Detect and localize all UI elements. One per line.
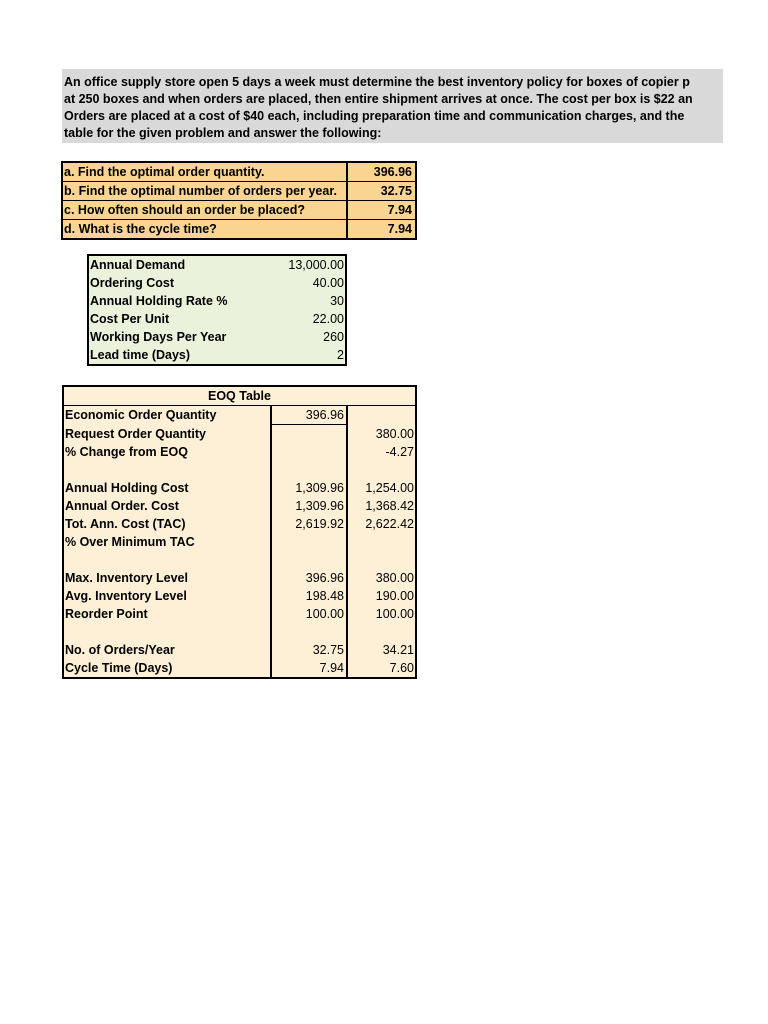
- input-row: [88, 255, 346, 274]
- eoq-row: [63, 587, 416, 605]
- eoq-label[interactable]: [63, 623, 271, 641]
- eoq-row: [63, 406, 416, 425]
- eoq-value-optimal[interactable]: 2,619.92: [271, 515, 347, 533]
- problem-line: table for the given problem and answer the following:: [64, 126, 382, 140]
- input-value[interactable]: 2: [337, 348, 344, 362]
- eoq-value-optimal[interactable]: [271, 551, 347, 569]
- input-label[interactable]: Annual Demand: [90, 258, 186, 272]
- eoq-row: [63, 515, 416, 533]
- eoq-value-requested[interactable]: 100.00: [375, 606, 414, 621]
- eoq-row: [63, 425, 416, 443]
- eoq-value-optimal[interactable]: [271, 533, 347, 551]
- eoq-label[interactable]: % Change from EOQ: [63, 443, 271, 461]
- eoq-value-requested[interactable]: [347, 623, 416, 641]
- eoq-value-optimal[interactable]: [271, 443, 347, 461]
- problem-line: An office supply store open 5 days a week must determine the best inventory policy for boxes of copier p: [64, 75, 690, 89]
- eoq-row: [63, 641, 416, 659]
- eoq-value-optimal[interactable]: 1,309.96: [271, 497, 347, 515]
- eoq-table: [62, 385, 417, 679]
- input-value[interactable]: 22.00: [312, 312, 344, 326]
- eoq-value-optimal[interactable]: [271, 461, 347, 479]
- eoq-value-optimal[interactable]: 198.48: [271, 587, 347, 605]
- eoq-row: [63, 659, 416, 678]
- input-label[interactable]: Cost Per Unit: [90, 312, 170, 326]
- eoq-value-requested[interactable]: -4.27: [385, 444, 414, 459]
- eoq-value-requested[interactable]: [347, 551, 416, 569]
- input-label[interactable]: Working Days Per Year: [90, 330, 227, 344]
- eoq-row: [63, 605, 416, 623]
- eoq-label[interactable]: Reorder Point: [63, 605, 271, 623]
- question-row: [62, 201, 416, 220]
- eoq-value-requested[interactable]: [347, 461, 416, 479]
- eoq-row: [63, 461, 416, 479]
- input-label[interactable]: Ordering Cost: [90, 276, 175, 290]
- eoq-value-requested[interactable]: 1,254.00: [365, 480, 414, 495]
- eoq-value-requested[interactable]: 190.00: [375, 588, 414, 603]
- question-text[interactable]: d. What is the cycle time?: [62, 220, 347, 240]
- eoq-row: [63, 479, 416, 497]
- eoq-label[interactable]: Annual Holding Cost: [63, 479, 271, 497]
- eoq-value-optimal[interactable]: 396.96: [271, 569, 347, 587]
- question-row: [62, 220, 416, 240]
- input-row: [88, 346, 346, 365]
- questions-table: [61, 161, 417, 240]
- input-row: [88, 310, 346, 328]
- eoq-value-optimal[interactable]: 100.00: [271, 605, 347, 623]
- problem-line: at 250 boxes and when orders are placed, then entire shipment arrives at once. The cost per box is $22 an: [64, 92, 693, 106]
- eoq-label[interactable]: Max. Inventory Level: [63, 569, 271, 587]
- eoq-label[interactable]: [63, 461, 271, 479]
- eoq-label[interactable]: Tot. Ann. Cost (TAC): [63, 515, 271, 533]
- input-row: [88, 292, 346, 310]
- eoq-value-optimal[interactable]: 7.94: [271, 659, 347, 678]
- eoq-row: [63, 497, 416, 515]
- input-value[interactable]: 260: [323, 330, 344, 344]
- eoq-row: [63, 569, 416, 587]
- eoq-label[interactable]: Avg. Inventory Level: [63, 587, 271, 605]
- problem-statement: [62, 69, 723, 143]
- inputs-table: [87, 254, 347, 366]
- question-row: [62, 182, 416, 201]
- question-text[interactable]: b. Find the optimal number of orders per year.: [62, 182, 347, 201]
- problem-line: Orders are placed at a cost of $40 each, including preparation time and communication charges, and the: [64, 109, 685, 123]
- eoq-table-title[interactable]: EOQ Table: [63, 386, 416, 406]
- answer-cell[interactable]: 32.75: [347, 182, 416, 201]
- answer-cell[interactable]: 7.94: [387, 222, 412, 236]
- answer-cell[interactable]: 7.94: [347, 201, 416, 220]
- input-row: [88, 274, 346, 292]
- input-value[interactable]: 30: [330, 294, 344, 308]
- eoq-row: [63, 443, 416, 461]
- question-row: [62, 162, 416, 182]
- eoq-value-requested[interactable]: 7.60: [389, 660, 414, 675]
- eoq-label[interactable]: [63, 551, 271, 569]
- answer-cell[interactable]: 396.96: [347, 162, 416, 182]
- eoq-label[interactable]: Cycle Time (Days): [63, 659, 271, 678]
- question-text[interactable]: a. Find the optimal order quantity.: [62, 162, 347, 182]
- eoq-value-optimal[interactable]: [271, 425, 347, 443]
- input-value[interactable]: 40.00: [312, 276, 344, 290]
- eoq-header-row: [63, 386, 416, 406]
- eoq-value-optimal[interactable]: [271, 623, 347, 641]
- eoq-value-requested[interactable]: 2,622.42: [365, 516, 414, 531]
- eoq-value-optimal[interactable]: 1,309.96: [271, 479, 347, 497]
- eoq-value-requested[interactable]: 380.00: [375, 426, 414, 441]
- input-value[interactable]: 13,000.00: [288, 258, 344, 272]
- input-label[interactable]: Lead time (Days): [90, 348, 191, 362]
- eoq-row: [63, 623, 416, 641]
- input-label[interactable]: Annual Holding Rate %: [90, 294, 228, 308]
- eoq-value-requested[interactable]: [347, 406, 416, 425]
- input-row: [88, 328, 346, 346]
- eoq-value-requested[interactable]: 380.00: [375, 570, 414, 585]
- eoq-value-optimal[interactable]: 396.96: [271, 406, 347, 425]
- eoq-value-requested[interactable]: 1,368.42: [365, 498, 414, 513]
- eoq-label[interactable]: Annual Order. Cost: [63, 497, 271, 515]
- eoq-row: [63, 533, 416, 551]
- eoq-label[interactable]: No. of Orders/Year: [63, 641, 271, 659]
- question-text[interactable]: c. How often should an order be placed?: [62, 201, 347, 220]
- eoq-label[interactable]: % Over Minimum TAC: [63, 533, 271, 551]
- eoq-label[interactable]: Request Order Quantity: [63, 425, 271, 443]
- eoq-value-optimal[interactable]: 32.75: [271, 641, 347, 659]
- eoq-label[interactable]: Economic Order Quantity: [63, 406, 271, 425]
- eoq-value-requested[interactable]: [347, 533, 416, 551]
- eoq-value-requested[interactable]: 34.21: [382, 642, 414, 657]
- eoq-row: [63, 551, 416, 569]
